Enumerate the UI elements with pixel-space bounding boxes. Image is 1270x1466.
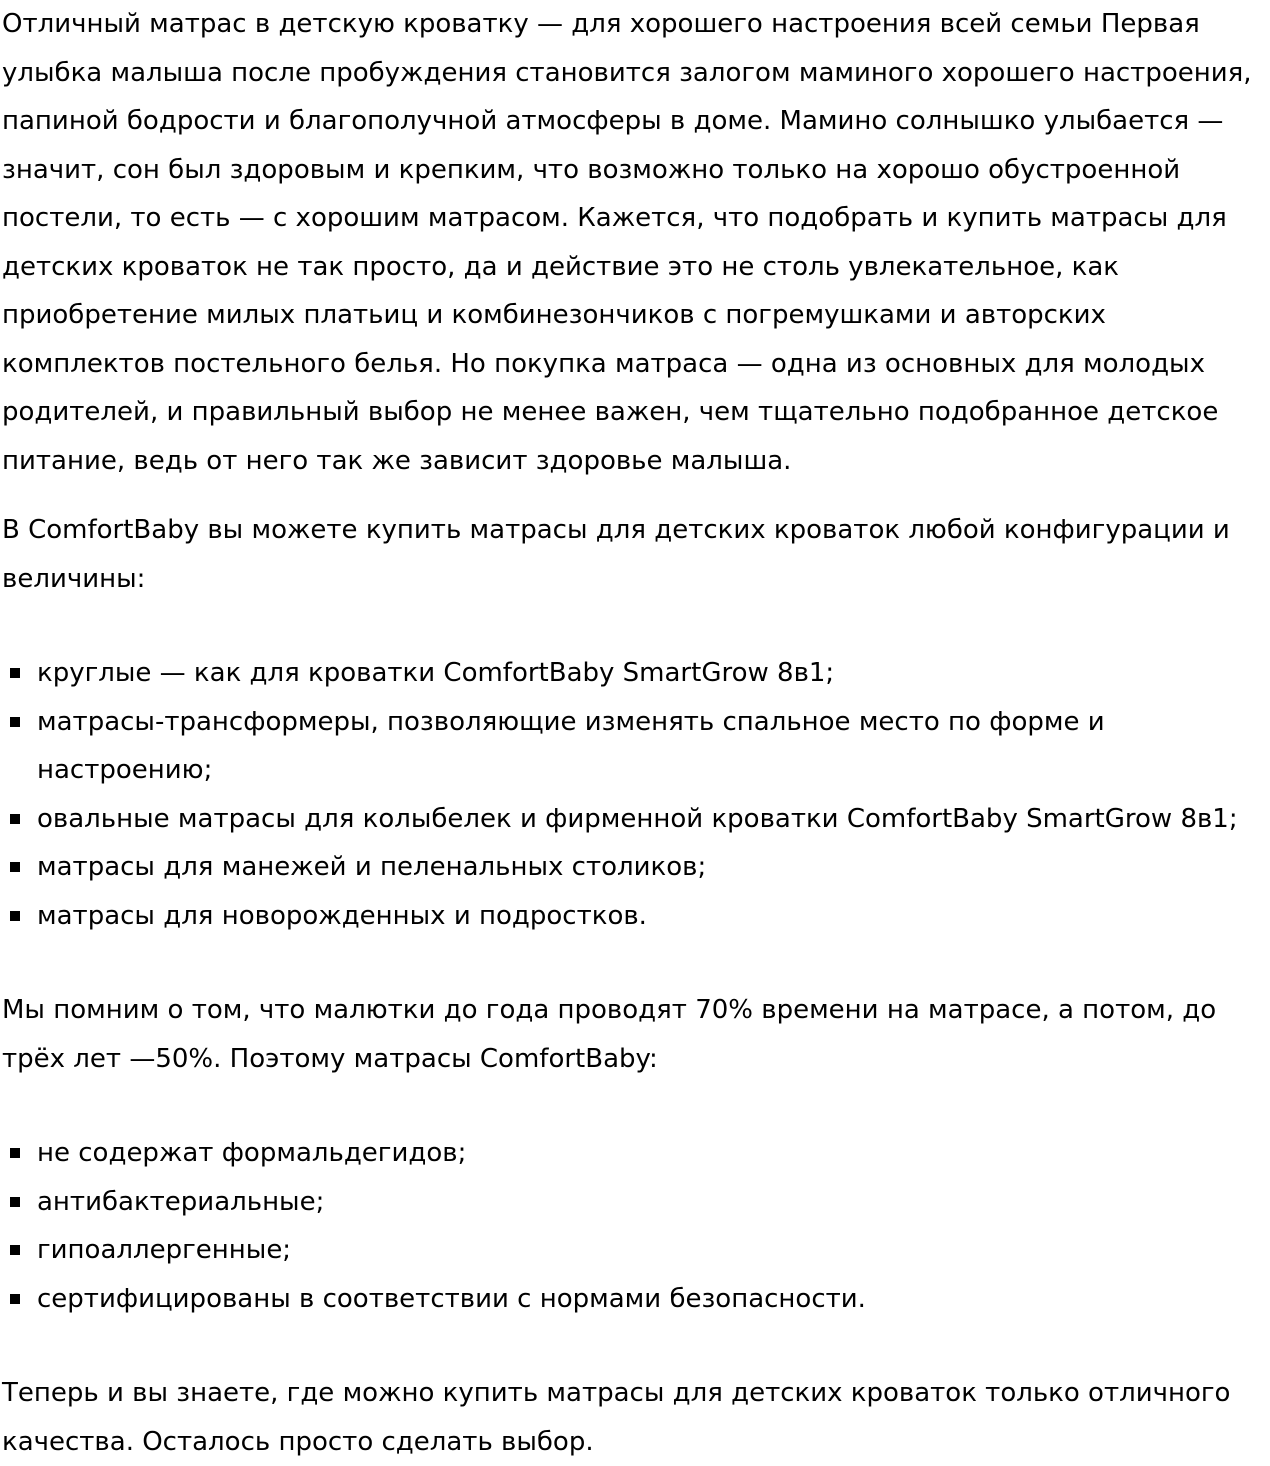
paragraph-statistics-lead: Мы помним о том, что малютки до года проводят 70% времени на матрасе, а потом, до трёх лет —50%. Поэтому матрасы ComfortBaby:: [2, 995, 1217, 1074]
paragraph-intro: Отличный матрас в детскую кроватку — для хорошего настроения всей семьи Первая улыбка малыша после пробуждения становится залогом маминого хорошего настроения, папиной бодрости и благополучной атмосферы в доме. Мамино солнышко улыбается — значит, сон был здоровым и крепким, что возможно только на хорошо обустроенной постели, то есть — с хорошим матрасом. Кажется, что подобрать и купить матрасы для детских кроваток не так просто, да и действие это не столь увлекательное, как приобретение милых платьиц и комбинезончиков с погремушками и авторских комплектов постельного белья. Но покупка матраса — одна из основных для молодых родителей, и правильный выбор не менее важен, чем тщательно подобранное детское питание, ведь от него так же зависит здоровье малыша.: [2, 9, 1252, 476]
list-item: матрасы для манежей и пеленальных столиков;: [2, 843, 1252, 892]
bullet-list-mattress-types: [2, 649, 1252, 940]
list-item: матрасы-трансформеры, позволяющие изменять спальное место по форме и настроению;: [2, 698, 1252, 795]
list-item: круглые — как для кроватки ComfortBaby SmartGrow 8в1;: [2, 649, 1252, 698]
list-item: гипоаллергенные;: [2, 1226, 1252, 1275]
list-item: не содержат формальдегидов;: [2, 1129, 1252, 1178]
paragraph-conclusion: Теперь и вы знаете, где можно купить матрасы для детских кроваток только отличного качества. Осталось просто сделать выбор.: [2, 1378, 1231, 1457]
list-item: сертифицированы в соответствии с нормами безопасности.: [2, 1275, 1252, 1324]
bullet-list-mattress-qualities: [2, 1129, 1252, 1323]
paragraph-configurations-lead: В ComfortBaby вы можете купить матрасы для детских кроваток любой конфигурации и величины:: [2, 515, 1230, 594]
list-item: антибактериальные;: [2, 1178, 1252, 1227]
list-item: овальные матрасы для колыбелек и фирменной кроватки ComfortBaby SmartGrow 8в1;: [2, 795, 1252, 844]
list-item: матрасы для новорожденных и подростков.: [2, 892, 1252, 941]
